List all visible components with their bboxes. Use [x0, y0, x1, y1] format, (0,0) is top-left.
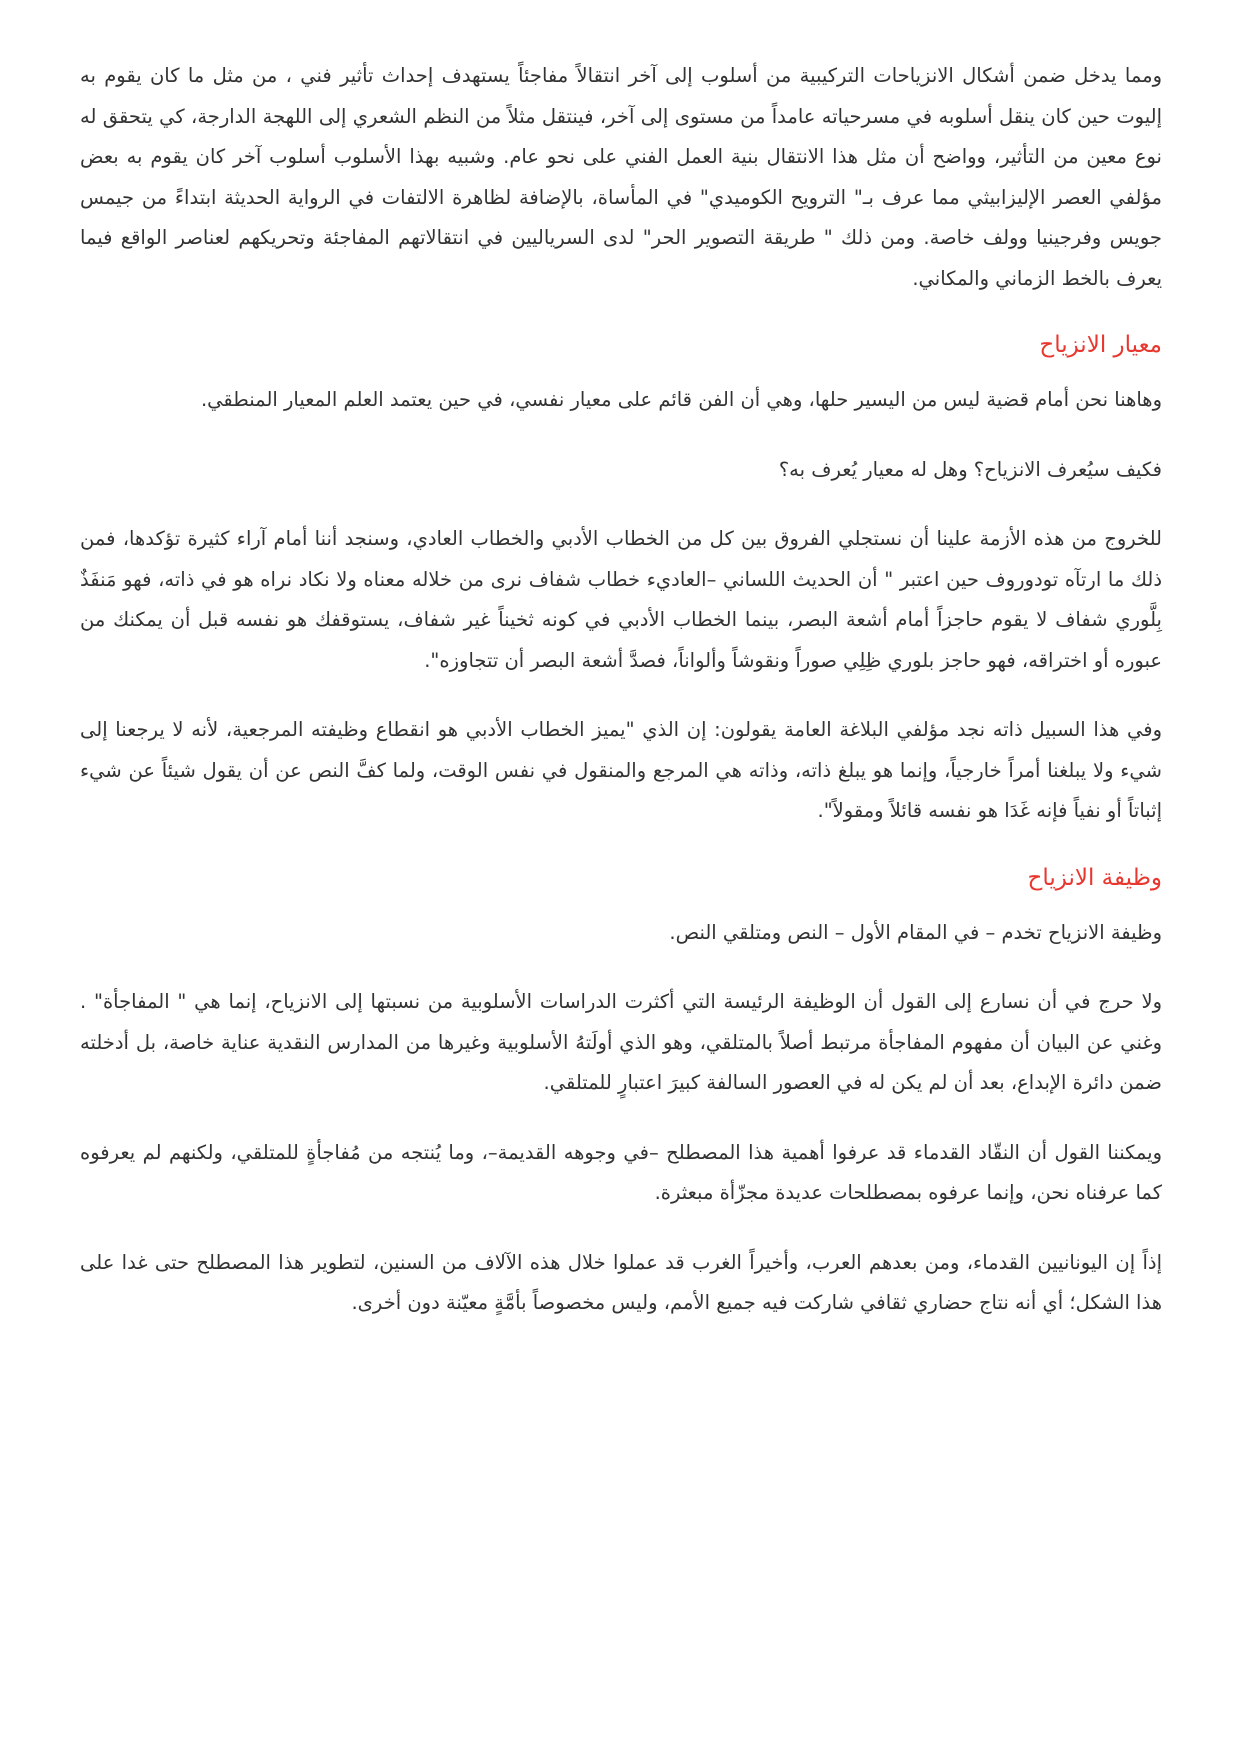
paragraph-stylistic-shift: ومما يدخل ضمن أشكال الانزياحات التركيبية من أسلوب إلى آخر انتقالاً مفاجئاً يستهدف إحداث تأثير فني ، من مثل ما كان يقوم به إليوت حين كان ينقل أسلوبه في مسرحياته عامداً من مستوى إلى آخر، فينتقل مثلاً من النظم الشعري إلى اللهجة الدارجة، كي يتحقق له نوع معين من التأثير، وواضح أن مثل هذا الانتقال بنية العمل الفني على نحو عام. وشبيه بهذا الأسلوب أسلوب آخر كان يقوم به بعض مؤلفي العصر الإليزابيثي مما عرف بـ" الترويح الكوميدي" في المأساة، بالإضافة لظاهرة الالتفات في الرواية الحديثة ابتداءً من جيمس جويس وفرجينيا وولف خاصة. ومن ذلك " طريقة التصوير الحر" لدى السرياليين في انتقالاتهم المفاجئة وتحريكهم لعناصر الواقع فيما يعرف بالخط الزماني والمكاني. — [80, 64, 1162, 290]
paragraph-function-intro: وظيفة الانزياح تخدم – في المقام الأول – النص ومتلقي النص. — [669, 920, 1162, 944]
heading-deviation-criterion: معيار الانزياح — [1039, 332, 1162, 358]
paragraph-civilizational-product: إذاً إن اليونانيين القدماء، ومن بعدهم العرب، وأخيراً الغرب قد عملوا خلال هذه الآلاف من السنين، لتطوير هذا المصطلح حتى غدا على هذا الشكل؛ أي أنه نتاج حضاري ثقافي شاركت فيه جميع الأمم، وليس مخصوصاً بأمَّةٍ معيّنة دون أخرى. — [80, 1250, 1162, 1314]
article-body — [80, 56, 1162, 1353]
paragraph-general-rhetoric: وفي هذا السبيل ذاته نجد مؤلفي البلاغة العامة يقولون: إن الذي "يميز الخطاب الأدبي هو انقطاع وظيفته المرجعية، لأنه لا يرجعنا إلى شيء ولا يبلغنا أمراً خارجياً، وإنما هو يبلغ ذاته، وذاته هي المرجع والمنقول في نفس الوقت، ولما كفَّ النص عن أن يقول شيئاً عن شيء إثباتاً أو نفياً فإنه غَدَا هو نفسه قائلاً ومقولاً". — [80, 718, 1162, 822]
paragraph-todorov: للخروج من هذه الأزمة علينا أن نستجلي الفروق بين كل من الخطاب الأدبي والخطاب العادي، وسنجد أننا أمام آراء كثيرة تؤكدها، فمن ذلك ما ارتآه تودوروف حين اعتبر " أن الحديث اللساني –العاديء خطاب شفاف نرى من خلاله معناه ولا نكاد نراه هو في ذاته، فهو مَنفَذٌ بِلَّوري شفاف لا يقوم حاجزاً أمام أشعة البصر، بينما الخطاب الأدبي في كونه ثخيناً غير شفاف، يستوقفك هو نفسه قبل أن يمكنك من عبوره أو اختراقه، فهو حاجز بلوري ظِلِي صوراً ونقوشاً وألواناً، فصدَّ أشعة البصر أن تتجاوزه". — [80, 527, 1162, 672]
paragraph-ancient-critics: ويمكننا القول أن النقّاد القدماء قد عرفوا أهمية هذا المصطلح –في وجوهه القديمة–، وما يُنتجه من مُفاجأةٍ للمتلقي، ولكنهم لم يعرفوه كما عرفناه نحن، وإنما عرفوه بمصطلحات عديدة مجزّأة مبعثرة. — [80, 1140, 1162, 1204]
paragraph-surprise: ولا حرج في أن نسارع إلى القول أن الوظيفة الرئيسة التي أكثرت الدراسات الأسلوبية من نسبتها إلى الانزياح، إنما هي " المفاجأة" . وغني عن البيان أن مفهوم المفاجأة مرتبط أصلاً بالمتلقي، وهو الذي أولَتهُ الأسلوبية وغيرها من المدارس النقدية عناية خاصة، بل أدخلته ضمن دائرة الإبداع، بعد أن لم يكن له في العصور السالفة كبيرَ اعتبارٍ للمتلقي. — [80, 990, 1162, 1094]
paragraph-art-vs-science: وهاهنا نحن أمام قضية ليس من اليسير حلها، وهي أن الفن قائم على معيار نفسي، في حين يعتمد العلم المعيار المنطقي. — [200, 388, 1162, 411]
heading-deviation-function: وظيفة الانزياح — [1027, 864, 1162, 891]
paragraph-question: فكيف سيُعرف الانزياح؟ وهل له معيار يُعرف به؟ — [778, 457, 1162, 481]
